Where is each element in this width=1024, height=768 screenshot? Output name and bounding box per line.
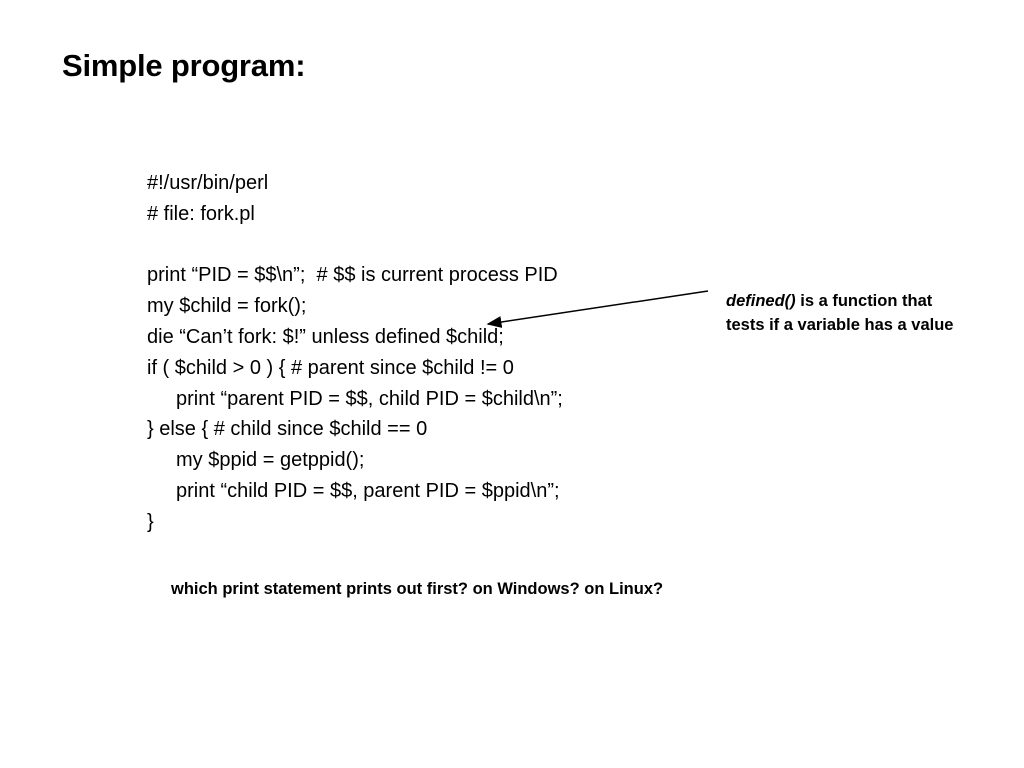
code-line: }	[147, 510, 154, 533]
code-line: #!/usr/bin/perl	[147, 172, 269, 194]
code-line: print “parent PID = $$, child PID = $child\n”;	[176, 387, 563, 410]
arrow-line	[488, 291, 708, 324]
code-line: } else { # child since $child == 0	[147, 418, 428, 441]
slide-title: Simple program:	[62, 48, 306, 83]
code-line: # file: fork.pl	[147, 202, 255, 225]
code-line: print “child PID = $$, parent PID = $ppid\n”;	[176, 479, 560, 502]
question-text: which print statement prints out first? on Windows? on Linux?	[171, 580, 664, 598]
code-line: my $child = fork();	[147, 295, 307, 318]
code-line: print “PID = $$\n”; # $$ is current process PID	[147, 264, 558, 287]
code-line: if ( $child > 0 ) { # parent since $child != 0	[147, 356, 514, 379]
code-line: die “Can’t fork: $!” unless defined $child;	[147, 325, 504, 348]
annotation-text: is a function that tests if a variable has a value	[726, 292, 954, 334]
code-line: my $ppid = getppid();	[176, 449, 365, 472]
annotation-function-name: defined()	[726, 292, 796, 310]
